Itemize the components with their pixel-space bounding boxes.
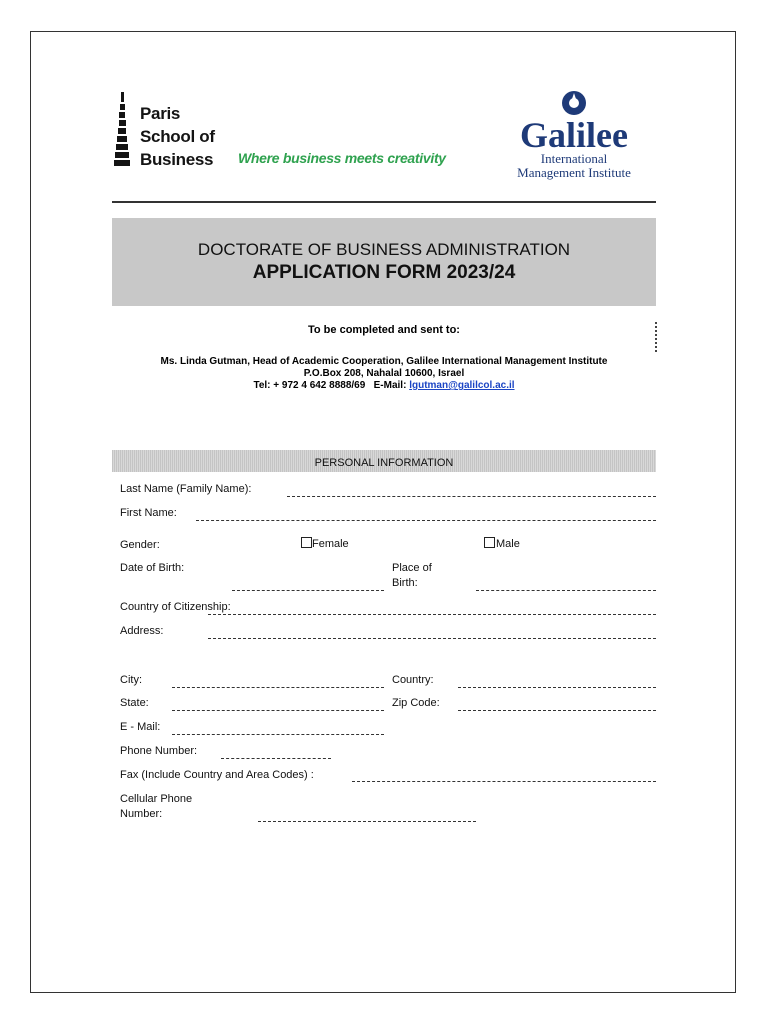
- country-field[interactable]: [458, 687, 656, 688]
- galilee-sub1: International: [540, 151, 608, 166]
- psb-logo-text: [140, 102, 215, 171]
- city-field[interactable]: [172, 687, 384, 688]
- female-checkbox[interactable]: [301, 537, 312, 548]
- state-field[interactable]: [172, 710, 384, 711]
- section-personal-information: PERSONAL INFORMATION: [112, 450, 656, 472]
- tel-text: Tel: + 972 4 642 8888/69 E-Mail:: [253, 380, 410, 391]
- place-of-birth-field[interactable]: [476, 590, 656, 591]
- first-name-label: First Name:: [120, 507, 177, 519]
- male-checkbox[interactable]: [484, 537, 495, 548]
- galilee-name: Galilee: [520, 115, 628, 155]
- cellular-line1: Cellular Phone: [120, 793, 193, 805]
- psb-logo-line3: Business: [140, 150, 214, 169]
- cellular-label: [120, 793, 192, 821]
- address-field[interactable]: [208, 638, 656, 639]
- last-name-field[interactable]: [287, 496, 656, 497]
- first-name-field[interactable]: [196, 520, 656, 521]
- birth-text: Birth:: [392, 577, 418, 589]
- tel-email-line: [112, 380, 656, 392]
- paris-school-of-business-logo: [112, 92, 222, 202]
- eiffel-tower-icon: [112, 92, 134, 196]
- margin-marks: [655, 322, 659, 352]
- title-line1: DOCTORATE OF BUSINESS ADMINISTRATION: [197, 240, 571, 259]
- city-label: City:: [120, 674, 142, 686]
- tagline: Where business meets creativity: [238, 150, 446, 166]
- galilee-emblem-icon: [559, 90, 589, 116]
- psb-logo-line2: School of: [140, 127, 215, 146]
- male-label: Male: [496, 538, 520, 550]
- galilee-sub2: Management Institute: [517, 165, 631, 180]
- dob-field[interactable]: [232, 590, 384, 591]
- dob-label: Date of Birth:: [120, 562, 185, 574]
- last-name-label: Last Name (Family Name):: [120, 483, 252, 495]
- place-of-text: Place of: [392, 562, 432, 574]
- fax-label: Fax (Include Country and Area Codes) :: [120, 769, 314, 781]
- citizenship-field[interactable]: [208, 614, 656, 615]
- gender-label: Gender:: [120, 539, 160, 551]
- country-label: Country:: [392, 674, 434, 686]
- zip-field[interactable]: [458, 710, 656, 711]
- email-field[interactable]: [172, 734, 384, 735]
- header-divider: [112, 201, 656, 203]
- state-label: State:: [120, 697, 149, 709]
- place-of-birth-label: [392, 562, 432, 590]
- page-title: APPLICATION FORM 2023/24: [252, 262, 516, 283]
- fax-field[interactable]: [352, 781, 656, 782]
- pobox-line: P.O.Box 208, Nahalal 10600, Israel: [303, 368, 465, 379]
- phone-label: Phone Number:: [120, 745, 198, 757]
- female-label: Female: [312, 538, 349, 550]
- cellular-line2: Number:: [120, 808, 163, 820]
- contact-line: Ms. Linda Gutman, Head of Academic Cooperation, Galilee International Management Institute: [160, 356, 608, 367]
- phone-field[interactable]: [221, 758, 331, 759]
- email-label: E - Mail:: [120, 721, 161, 733]
- zip-label: Zip Code:: [392, 697, 440, 709]
- psb-logo-line1: Paris: [140, 104, 181, 123]
- citizenship-label: Country of Citizenship:: [120, 601, 231, 613]
- cellular-field[interactable]: [258, 821, 476, 822]
- send-to-heading: To be completed and sent to:: [308, 324, 460, 336]
- galilee-logo: [494, 90, 654, 180]
- email-link[interactable]: lgutman@galilcol.ac.il: [409, 380, 515, 391]
- title-box: [112, 218, 656, 306]
- address-label: Address:: [120, 625, 164, 637]
- address-block: [112, 356, 656, 392]
